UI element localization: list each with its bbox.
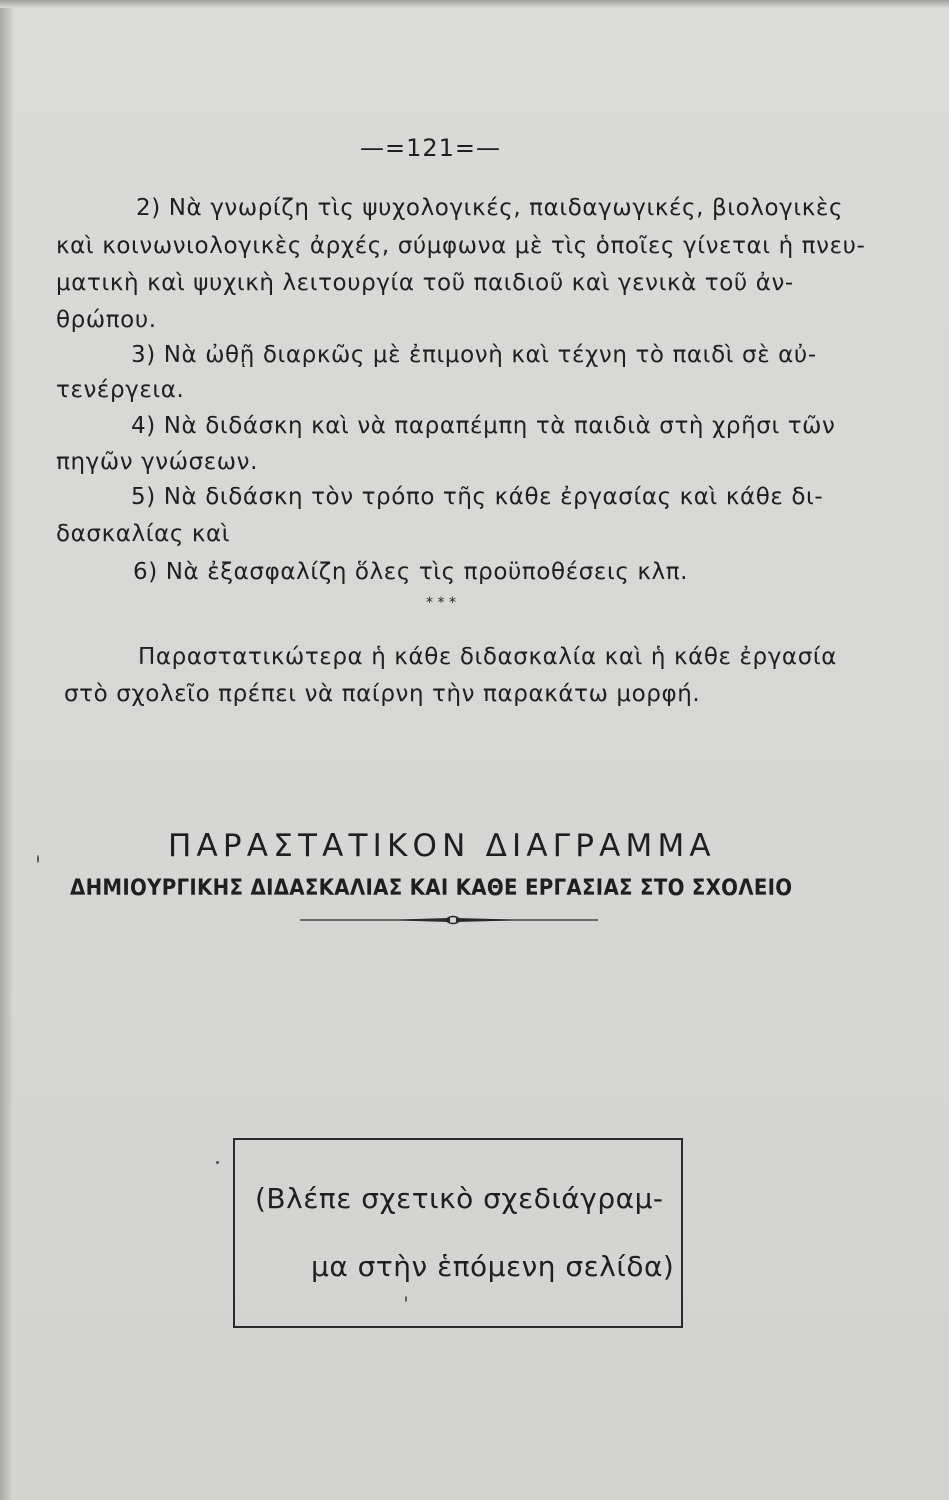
paragraph-line: πηγῶν γνώσεων. [56, 449, 259, 475]
scan-speck [37, 855, 39, 863]
note-box [233, 1138, 683, 1328]
paragraph-line: 2) Νὰ γνωρίζη τὶς ψυχολογικές, παιδαγωγικές, βιολογικὲς [136, 195, 844, 221]
paragraph-line: 5) Νὰ διδάσκη τὸν τρόπο τῆς κάθε ἐργασίας καὶ κάθε δι- [131, 484, 824, 510]
diagram-subtitle: ΔΗΜΙΟΥΡΓΙΚΗΣ ΔΙΔΑΣΚΑΛΙΑΣ ΚΑΙ ΚΑΘΕ ΕΡΓΑΣΙΑΣ ΣΤΟ ΣΧΟΛΕΙΟ [70, 876, 793, 901]
paragraph-line: 3) Νὰ ὠθῇ διαρκῶς μὲ ἐπιμονὴ καὶ τέχνη τὸ παιδὶ σὲ αὐ- [131, 342, 817, 368]
paragraph-line: 4) Νὰ διδάσκη καὶ νὰ παραπέμπη τὰ παιδιὰ στὴ χρῆσι τῶν [131, 413, 836, 439]
note-line: (Βλέπε σχετικὸ σχεδιάγραμ- [255, 1182, 664, 1215]
intro-line: Παραστατικώτερα ἡ κάθε διδασκαλία καὶ ἡ κάθε ἐργασία [138, 644, 838, 670]
page-top-shadow [0, 0, 949, 8]
paragraph-line: καὶ κοινωνιολογικὲς ἀρχές, σύμφωνα μὲ τὶς ὁποῖες γίνεται ἡ πνευ- [56, 233, 866, 259]
diagram-title: ΠΑΡΑΣΤΑΤΙΚΟΝ ΔΙΑΓΡΑΜΜΑ [168, 828, 716, 864]
scan-speck [405, 1296, 407, 1302]
paragraph-line: ματικὴ καὶ ψυχικὴ λειτουργία τοῦ παιδιοῦ καὶ γενικὰ τοῦ ἀν- [56, 270, 794, 296]
paragraph-line: 6) Νὰ ἐξασφαλίζη ὅλες τὶς προϋποθέσεις κλπ. [133, 559, 689, 585]
scan-speck [216, 1161, 219, 1164]
note-line: μα στὴν ἑπόμενη σελίδα) [311, 1250, 675, 1283]
page-number: —=121=— [360, 134, 502, 162]
paragraph-line: τενέργεια. [56, 377, 185, 403]
ornamental-rule [300, 915, 598, 925]
paragraph-line: θρώπου. [56, 307, 157, 333]
paragraph-line: δασκαλίας καὶ [56, 521, 231, 547]
section-separator: * * * [426, 595, 456, 611]
page-left-shadow [0, 0, 14, 1500]
intro-line: στὸ σχολεῖο πρέπει νὰ παίρνη τὴν παρακάτω μορφή. [64, 681, 701, 707]
